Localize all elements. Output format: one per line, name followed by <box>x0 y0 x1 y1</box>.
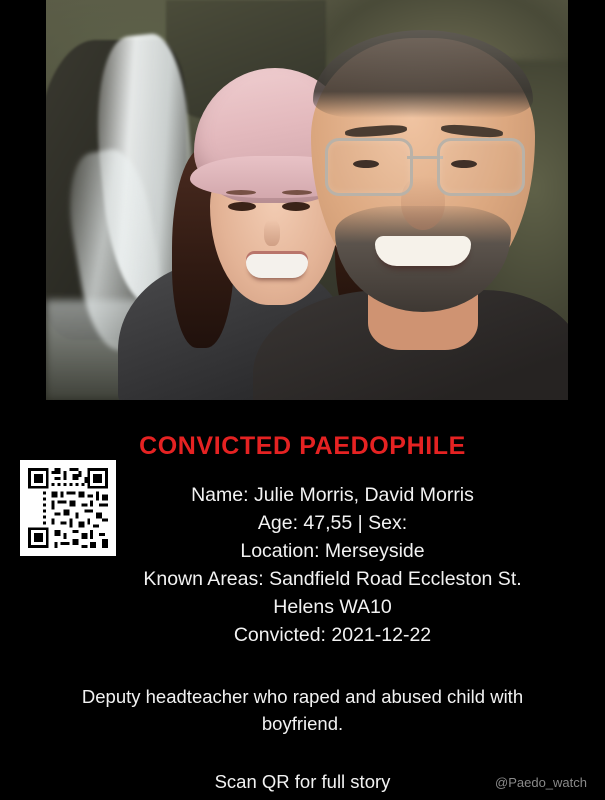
person-left-brow-left <box>226 190 256 195</box>
person-right-glasses <box>325 138 525 192</box>
poster-content <box>0 400 605 800</box>
scan-prompt: Scan QR for full story <box>214 771 391 792</box>
person-right-smile <box>375 236 471 266</box>
detail-convicted: Convicted: 2021-12-22 <box>233 624 432 646</box>
person-right <box>273 10 568 400</box>
poster-headline: CONVICTED PAEDOPHILE <box>139 432 466 460</box>
glasses-lens-right <box>437 138 525 196</box>
couple-photo <box>46 0 568 400</box>
detail-age-sex: Age: 47,55 | Sex: <box>257 512 408 534</box>
case-summary: Deputy headteacher who raped and abused child with boyfriend. <box>81 686 524 734</box>
detail-known-areas: Known Areas: Sandfield Road Eccleston St. Helens WA10 <box>143 568 522 618</box>
detail-name: Name: Julie Morris, David Morris <box>191 484 474 506</box>
qr-code-icon[interactable] <box>20 460 116 556</box>
person-left-eye-left <box>228 202 256 211</box>
glasses-lens-left <box>325 138 413 196</box>
account-handle: @Paedo_watch <box>495 775 587 790</box>
detail-location: Location: Merseyside <box>240 540 425 562</box>
person-right-hair <box>313 30 533 118</box>
